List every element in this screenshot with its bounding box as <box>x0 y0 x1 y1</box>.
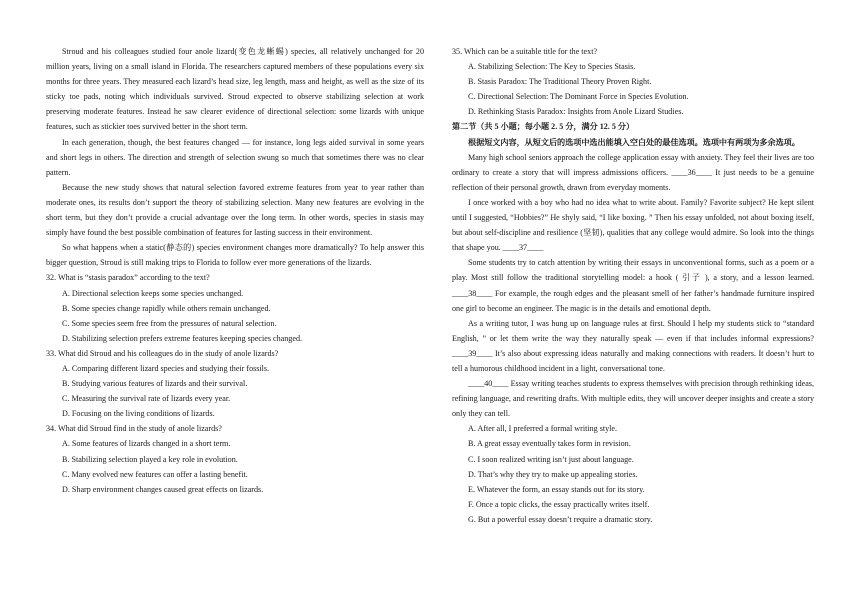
essay-paragraph-1: Many high school seniors approach the college application essay with anxiety. They feel their lives are too ordinary to create a story that will impress admissions officers. ____36____ It just needs to be a genuine reflection of their personal growth, drawn from everyday moments. <box>452 152 814 192</box>
essay-paragraph-5: ____40____ Essay writing teaches students to express themselves with precision through rethinking ideas, refining language, and rewriting drafts. With multiple edits, they will uncover deeper insights and create a story only they can tell. <box>452 379 814 419</box>
q34-option-a: A. Some features of lizards changed in a short term. <box>62 439 231 449</box>
blank-option-g: G. But a powerful essay doesn’t require a dramatic story. <box>468 514 653 524</box>
question-33: 33. What did Stroud and his colleagues do in the study of anole lizards? <box>46 348 279 358</box>
blank-option-d: D. That’s why they try to make up appealing stories. <box>468 469 638 479</box>
q35-option-c: C. Directional Selection: The Dominant Force in Species Evolution. <box>468 92 689 102</box>
section-heading: 第二节（共 5 小题；每小题 2. 5 分，满分 12. 5 分） <box>452 122 635 132</box>
section-instruction: 根据短文内容，从短文后的选项中选出能填入空白处的最佳选项。选项中有两项为多余选项。 <box>468 137 800 147</box>
passage-paragraph-3: Because the new study shows that natural selection favored extreme features from year to year rather than moderate ones, its results don’t support the theory of stabilizing selection. Many new features are evolving in the short term, but they don’t provide a crucial advantage over the long term. In other words, species in stasis may simply have found the best possible combination of features for lasting success in their environment. <box>46 182 424 238</box>
blank-option-c: C. I soon realized writing isn’t just about language. <box>468 454 634 464</box>
essay-paragraph-2: I once worked with a boy who had no idea what to write about. Family? Favorite subject? He kept silent until I suggested, “Hobbies?” He shyly said, “I like boxing. ” Then his essay unfolded, not about boxing itself, but about self-discipline and resilience (坚韧), qualities that any college would admire. So look into the things that shape you. ____37____ <box>452 197 814 253</box>
blank-option-f: F. Once a topic clicks, the essay practically writes itself. <box>468 499 650 509</box>
q35-option-a: A. Stabilizing Selection: The Key to Species Stasis. <box>468 62 636 72</box>
right-column <box>452 44 814 527</box>
q32-option-b: B. Some species change rapidly while others remain unchanged. <box>62 303 271 313</box>
q32-option-a: A. Directional selection keeps some species unchanged. <box>62 288 244 298</box>
question-32: 32. What is “stasis paradox” according to the text? <box>46 273 210 283</box>
q34-option-d: D. Sharp environment changes caused great effects on lizards. <box>62 484 264 494</box>
q34-option-b: B. Stabilizing selection played a key role in evolution. <box>62 454 238 464</box>
question-34: 34. What did Stroud find in the study of anole lizards? <box>46 424 222 434</box>
q33-option-d: D. Focusing on the living conditions of lizards. <box>62 409 215 419</box>
passage-paragraph-1: Stroud and his colleagues studied four anole lizard(变色龙蜥蜴) species, all relatively unchanged for 20 million years, living on a small island in Florida. The researchers captured members of these populations every six months for three years. They measured each lizard’s head size, leg length, mass and height, as well as the size of its sticky toe pads, noting which individuals survived. Stroud expected to observe stabilizing selection at work preserving moderate features. Instead he saw clearer evidence of directional selection: some lizards with unique features, such as stickier toes survived better in the short term. <box>46 47 424 132</box>
q32-option-d: D. Stabilizing selection prefers extreme features keeping species changed. <box>62 333 303 343</box>
q35-option-d: D. Rethinking Stasis Paradox: Insights from Anole Lizard Studies. <box>468 107 684 117</box>
essay-paragraph-3: Some students try to catch attention by writing their essays in unconventional forms, such as a poem or a play. Most still follow the traditional storytelling model: a hook ( 引子 ), a story, and a lesson learned. ____38____ For example, the rough edges and the pleasant smell of her father’s handmade furniture inspired one girl to become an engineer. The magic is in the details and emotional depth. <box>452 258 814 313</box>
q33-option-c: C. Measuring the survival rate of lizards every year. <box>62 394 231 404</box>
passage-paragraph-4: So what happens when a static(静态的) species environment changes more dramatically? To help answer this bigger question, Stroud is still making trips to Florida to follow ever more generations of the lizards. <box>46 243 424 268</box>
q33-option-b: B. Studying various features of lizards and their survival. <box>62 379 248 389</box>
blank-option-a: A. After all, I preferred a formal writing style. <box>468 424 618 434</box>
left-column <box>46 44 424 497</box>
q33-option-a: A. Comparing different lizard species and studying their fossils. <box>62 363 270 373</box>
q32-option-c: C. Some species seem free from the pressures of natural selection. <box>62 318 277 328</box>
q34-option-c: C. Many evolved new features can offer a lasting benefit. <box>62 469 248 479</box>
essay-paragraph-4: As a writing tutor, I was hung up on language rules at first. Should I help my students stick to “standard English, ” or let them write the way they naturally speak — even if that includes informal expressions? ____39____ It’s also about expressing ideas naturally and making connections with readers. It doesn’t hurt to tell a humorous childhood incident in a light, conversational tone. <box>452 318 814 373</box>
blank-option-e: E. Whatever the form, an essay stands out for its story. <box>468 484 645 494</box>
blank-option-b: B. A great essay eventually takes form in revision. <box>468 439 631 449</box>
passage-paragraph-2: In each generation, though, the best features changed — for instance, long legs aided survival in some years and short legs in others. The direction and strength of selection swung so much that sometimes there was no clear pattern. <box>46 137 424 177</box>
question-35: 35. Which can be a suitable title for the text? <box>452 47 598 56</box>
q35-option-b: B. Stasis Paradox: The Traditional Theory Proven Right. <box>468 77 652 87</box>
